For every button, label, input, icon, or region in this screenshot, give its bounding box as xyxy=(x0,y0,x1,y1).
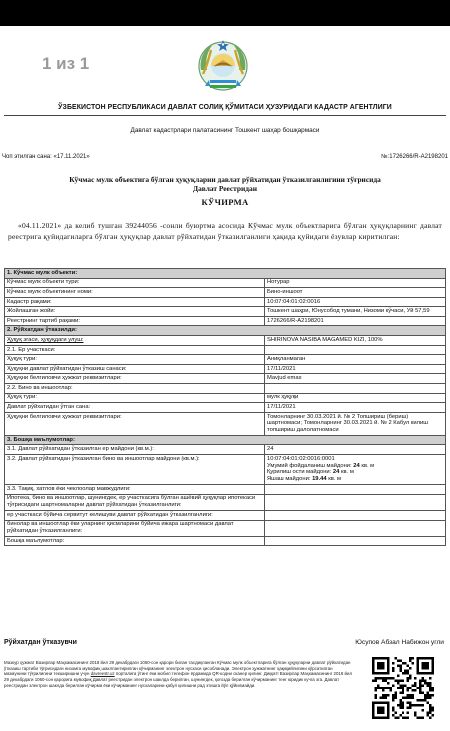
table-row xyxy=(5,297,446,307)
table-row xyxy=(5,412,446,435)
row-value xyxy=(265,510,446,520)
table-row xyxy=(5,383,446,393)
area-unit: кв. м xyxy=(328,476,342,483)
row-value: 17/11/2021 xyxy=(265,364,446,374)
table-row xyxy=(5,520,446,536)
row-label: Бошқа маълумотлар: xyxy=(5,536,265,546)
row-label: 3.1. Давлат рўйхатидан ўтказилган ер майдони (кв.м.): xyxy=(5,445,265,455)
table-row xyxy=(5,288,446,298)
row-value: Бино-иншоот xyxy=(265,288,446,298)
area-label: Умумий фойдаланиш майдони: xyxy=(267,462,352,469)
row-label: Кадастр рақами: xyxy=(5,297,265,307)
row-label: бинолар ва иншоотлар ёки уларнинг қисмларини бўйича ижара шартномаси давлат рўйхатидан ўтказилганлиги: xyxy=(5,520,265,536)
table-row xyxy=(5,316,446,326)
doc-title xyxy=(20,175,430,193)
section-row xyxy=(5,326,446,336)
qr-code-icon[interactable] xyxy=(372,657,434,719)
row-value: 24 xyxy=(265,445,446,455)
row-value: 17/11/2021 xyxy=(265,403,446,413)
agency-name: ЎЗБЕКИСТОН РЕСПУБЛИКАСИ ДАВЛАТ СОЛИҚ ҚЎМИТАСИ ҲУЗУРИДАГИ КАДАСТР АГЕНТЛИГИ xyxy=(58,104,392,111)
area-label: Қурилиш ости майдони: xyxy=(267,469,332,476)
row-value xyxy=(265,455,446,485)
table-row xyxy=(5,336,446,346)
section-title: 2. Рўйхатдан ўтказилди: xyxy=(5,326,446,336)
row-label: Ҳуқуқни белгиловчи ҳужжат реквизитлари: xyxy=(5,412,265,435)
footnote xyxy=(4,660,354,689)
table-row xyxy=(5,278,446,288)
row-value xyxy=(265,383,446,393)
table-row xyxy=(5,510,446,520)
area-unit: кв. м xyxy=(341,469,354,476)
row-value: Тошкент шаҳри, Юнусобод тумани, Низоми кўчаси, Уй 57,59 xyxy=(265,307,446,317)
area-unit: кв. м xyxy=(361,462,375,469)
top-bar xyxy=(0,0,450,26)
doc-title-line: Кўчмас мулк объектига бўлган ҳуқуқларни давлат рўйхатидан ўтказилганлигини тўғрисида xyxy=(69,175,381,184)
row-value: Аниқланмаган xyxy=(265,355,446,365)
intro-paragraph: «04.11.2021» да келиб тушган 39244056 -сонли буюртма асосида Кўчмас мулк объектларига бўлган ҳуқуқларнинг давлат реестрига қуйидагиларга бўлган ҳуқуқлар давлат рўйхатидан ўтказилганлиги ҳақида қуйидаги ёзувлар киритилган: xyxy=(8,221,442,241)
row-value xyxy=(265,536,446,546)
row-label: 3.3. Тақиқ, хатлов ёки чеклоолар мавжудлиги: xyxy=(5,484,265,494)
row-value: 1726266/R-A2198201 xyxy=(265,316,446,326)
row-value xyxy=(265,520,446,536)
section-title: 1. Кўчмас мулк объекти: xyxy=(5,269,446,279)
table-row xyxy=(5,355,446,365)
table-row xyxy=(5,494,446,510)
table-row xyxy=(5,364,446,374)
row-label: Реестрнинг тартиб рақами: xyxy=(5,316,265,326)
doc-title-line: Давлат Реестридан xyxy=(193,184,257,193)
row-value xyxy=(265,345,446,355)
row-label: Ипотека, бино ва иншоотлар, шунингдек, ер участкасига бўлган ашёвий ҳуқуқлар ипотекаси тўғрисидаги шартномаларни давлат рўйхатидан ўтказилганлиги: xyxy=(5,494,265,510)
area-value: 24 xyxy=(332,469,340,476)
row-label: 3.2. Давлат рўйхатидан ўтказилган бино ва иншоотлар майдони (кв.м.): xyxy=(5,455,265,485)
row-value: SHIRINOVA NASIBA MAGAMED KIZI, 100% xyxy=(265,336,446,346)
print-date: Чоп этилган сана: «17.11.2021» xyxy=(2,154,90,160)
footnote-text: Мазкур ҳужжат Вазирлар Маҳкамасининг 2018 йил 29 декабрдаги 1060-сон қарори билан тасдиқланган Кўчмас мулк объектларига бўлган ҳуқуқларни давлат рўйхатидан ўтказиш тартиби тўғрисидаги низомга мувофиқ шакллантирилган кўчирманинг электрон нусхаси ҳисобланади. Электрон ҳужжатнинг ҳақиқийлигини кўрсатилган мазмунини тўғрилигини текширишни учун xyxy=(4,660,351,677)
row-value: мулк ҳуқуқи xyxy=(265,393,446,403)
row-label: Ҳуқуқ тури: xyxy=(5,355,265,365)
registrar-name: Юсупов Абзал Набижон угли xyxy=(355,639,444,646)
table-row xyxy=(5,393,446,403)
table-row xyxy=(5,345,446,355)
row-label: Ҳуқуқни давлат рўйхатидан ўтказиш санаси: xyxy=(5,364,265,374)
row-label: Ҳуқуқ тури: xyxy=(5,393,265,403)
row-label: Кўчмас мулк объектининг номи: xyxy=(5,288,265,298)
state-emblem-icon xyxy=(193,36,253,94)
row-value: Mavjud emas xyxy=(265,374,446,384)
row-label: Давлат рўйхатидан ўтган сана: xyxy=(5,403,265,413)
footnote-text: порталига ўтинг ёки мобил телефон ёрдамида QR-кодни сканер қилинг. Диққат! Вазирлар Маҳкамасининг 2018 йил 29 декабрдаги 1060-сон қарорига мувофиқ Давлат реестридан электрон шаклда берилган, шунингдек, қоғозда берилган кўчирманинг тенг юридик кучга эга. Давлат реестридан электрон шаклда берилган кўчирма ёки кўчирманинг нусхаларини қабул қилишни рад этишга йўл қўйилмайди. xyxy=(4,671,353,688)
area-label: Яшаш майдони: xyxy=(267,476,311,483)
header-divider xyxy=(4,115,446,116)
section-title: 3. Бошқа маълумотлар: xyxy=(5,435,446,445)
section-row xyxy=(5,435,446,445)
row-label: Ҳуқуқни белгиловчи ҳужжат реквизитлари: xyxy=(5,374,265,384)
registry-table xyxy=(4,268,446,546)
row-value: Нотурар xyxy=(265,278,446,288)
table-row xyxy=(5,455,446,485)
row-value xyxy=(265,494,446,510)
branch-name: Давлат кадастрлари палатасининг Тошкент шаҳар бошқармаси xyxy=(130,127,320,134)
table-row xyxy=(5,307,446,317)
area-value: 19.44 xyxy=(312,476,327,483)
area-line xyxy=(267,476,443,483)
row-value: Томонларнинг 30.03.2021 й. № 2 Топшириш (бериш) шартномаси; Томонларнинг 30.03.2021 й. № 2 Кабул килиш топшириш далолатномаси xyxy=(265,412,446,435)
row-label: ер участкаси бўйича сервитут келишуви давлат рўйхатидан ўтказилганлиги: xyxy=(5,510,265,520)
doc-heading: КЎЧИРМА xyxy=(201,197,249,207)
row-label: Жойлашган жойи: xyxy=(5,307,265,317)
table-row xyxy=(5,403,446,413)
area-value: 24 xyxy=(353,462,360,469)
row-label: 2.2. Бино ва иншоотлар: xyxy=(5,383,265,393)
section-row xyxy=(5,269,446,279)
table-row xyxy=(5,536,446,546)
table-row xyxy=(5,445,446,455)
table-row xyxy=(5,374,446,384)
page-counter: 1 из 1 xyxy=(42,54,90,73)
verification-link[interactable]: davreestr.uz xyxy=(90,671,115,677)
building-cadastre: 10:07:04:01:02:0016:0001 xyxy=(267,455,335,462)
row-value xyxy=(265,484,446,494)
table-row xyxy=(5,484,446,494)
row-label: Кўчмас мулк объекти тури: xyxy=(5,278,265,288)
doc-number: №:1726266/R-A2198201 xyxy=(381,154,448,160)
row-label: Ҳуқуқ эгаси, ҳуқуқдаги улуш: xyxy=(5,336,265,346)
row-label: 2.1. Ер участкаси: xyxy=(5,345,265,355)
row-value: 10:07:04:01:02:0016 xyxy=(265,297,446,307)
registrar-label: Рўйхатдан ўтказувчи xyxy=(4,639,77,646)
